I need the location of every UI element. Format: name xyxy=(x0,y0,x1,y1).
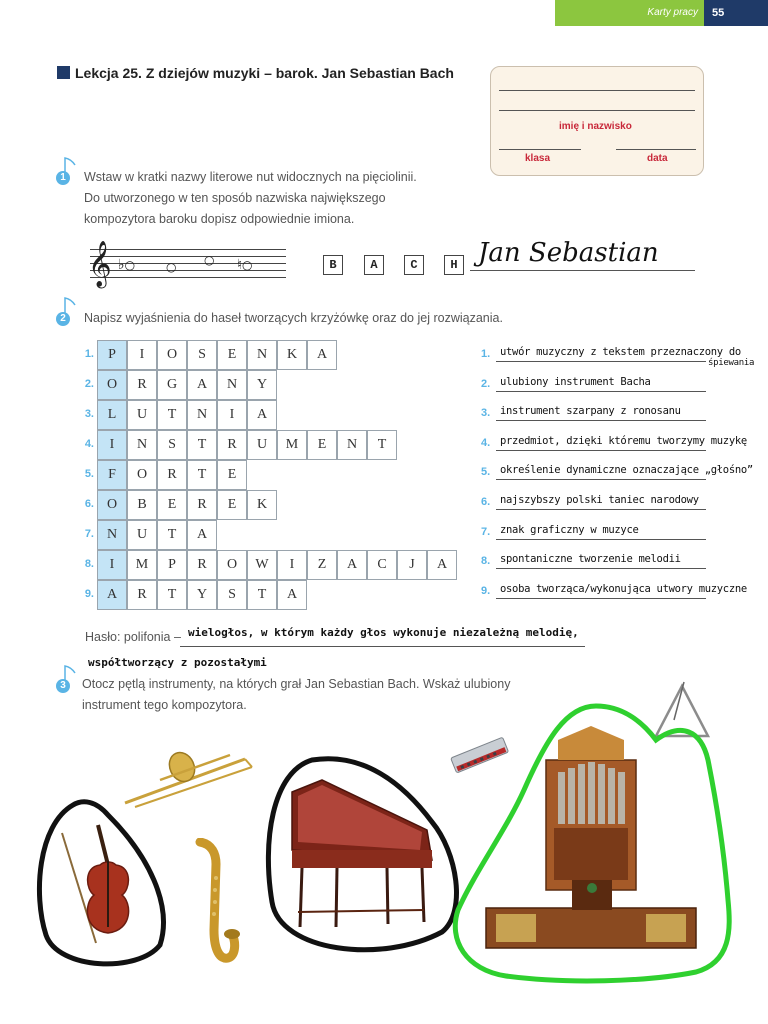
definition-number: 8. xyxy=(481,555,491,568)
letter-box-4[interactable]: H xyxy=(444,255,464,275)
crossword-cell[interactable]: C xyxy=(367,550,397,580)
crossword-row-number: 8. xyxy=(84,558,94,570)
crossword-cell[interactable]: I xyxy=(127,340,157,370)
crossword-cell[interactable]: R xyxy=(187,550,217,580)
crossword-cell[interactable]: M xyxy=(277,430,307,460)
definition-answer: utwór muzyczny z tekstem przeznaczony do xyxy=(500,346,741,358)
treble-clef-icon: 𝄞 xyxy=(88,241,112,287)
crossword-cell[interactable]: T xyxy=(157,400,187,430)
crossword-cell[interactable]: A xyxy=(247,400,277,430)
date-line[interactable] xyxy=(616,149,696,150)
crossword-cell[interactable]: T xyxy=(367,430,397,460)
crossword-cell[interactable]: Y xyxy=(247,370,277,400)
crossword-cell[interactable]: U xyxy=(127,400,157,430)
crossword-cell[interactable]: R xyxy=(127,370,157,400)
date-label: data xyxy=(647,153,668,164)
crossword-key-cell[interactable]: F xyxy=(97,460,127,490)
crossword-cell[interactable]: N xyxy=(217,370,247,400)
crossword-cell[interactable]: B xyxy=(127,490,157,520)
definition-line[interactable] xyxy=(496,450,706,451)
definition-number: 4. xyxy=(481,436,491,449)
crossword-cell[interactable]: E xyxy=(307,430,337,460)
exercise-1-line-2: Do utworzonego w ten sposób nazwiska największego xyxy=(84,191,386,205)
crossword-cell[interactable]: S xyxy=(187,340,217,370)
definition-answer: instrument szarpany z ronosanu xyxy=(500,405,681,418)
crossword-cell[interactable]: R xyxy=(127,580,157,610)
definition-answer: osoba tworząca/wykonująca utwory muzyczne xyxy=(500,582,747,595)
music-note-icon xyxy=(63,296,77,314)
letter-box-1[interactable]: B xyxy=(323,255,343,275)
crossword-key-cell[interactable]: L xyxy=(97,400,127,430)
crossword-cell[interactable]: O xyxy=(127,460,157,490)
crossword-cell[interactable]: T xyxy=(187,460,217,490)
haslo-answer-1: wielogłos, w którym każdy głos wykonuje niezależną melodię, xyxy=(188,626,579,639)
crossword-cell[interactable]: J xyxy=(397,550,427,580)
crossword-cell[interactable]: I xyxy=(217,400,247,430)
definition-answer: określenie dynamiczne oznaczające „głośno” xyxy=(500,464,753,477)
crossword-key-cell[interactable]: O xyxy=(97,490,127,520)
definition-answer: przedmiot, dzięki któremu tworzymy muzykę xyxy=(500,434,747,447)
saxophone-icon[interactable] xyxy=(190,838,242,968)
definition-line[interactable] xyxy=(496,509,706,510)
letter-box-3[interactable]: C xyxy=(404,255,424,275)
crossword-key-cell[interactable]: A xyxy=(97,580,127,610)
exercise-1-text xyxy=(84,167,417,230)
name-label: imię i nazwisko xyxy=(559,121,632,132)
letter-box-2[interactable]: A xyxy=(364,255,384,275)
definition-line[interactable] xyxy=(496,598,706,599)
crossword-row-number: 5. xyxy=(84,468,94,480)
crossword-key-cell[interactable]: O xyxy=(97,370,127,400)
crossword-cell[interactable]: S xyxy=(217,580,247,610)
crossword-cell[interactable]: R xyxy=(157,460,187,490)
crossword-cell[interactable]: U xyxy=(127,520,157,550)
lesson-marker xyxy=(57,66,70,79)
crossword-cell[interactable]: O xyxy=(157,340,187,370)
definition-answer: ulubiony instrument Bacha xyxy=(500,375,651,388)
crossword-cell[interactable]: Y xyxy=(187,580,217,610)
exercise-3-badge: 3 xyxy=(56,679,70,693)
crossword-cell[interactable]: K xyxy=(247,490,277,520)
crossword-cell[interactable]: Z xyxy=(307,550,337,580)
crossword-key-cell[interactable]: P xyxy=(97,340,127,370)
crossword-cell[interactable]: S xyxy=(157,430,187,460)
definition-answer: znak graficzny w muzyce xyxy=(500,523,639,536)
definition-number: 2. xyxy=(481,377,491,390)
crossword-cell[interactable]: E xyxy=(217,490,247,520)
exercise-3-line-2: instrument tego kompozytora. xyxy=(82,698,247,712)
crossword-cell[interactable]: A xyxy=(187,520,217,550)
exercise-1-badge: 1 xyxy=(56,171,70,185)
haslo-line-1[interactable] xyxy=(180,646,585,647)
crossword-cell[interactable]: N xyxy=(247,340,277,370)
handwritten-first-names: Jan Sebastian xyxy=(478,238,659,268)
definition-number: 5. xyxy=(481,466,491,479)
crossword-row-number: 6. xyxy=(84,498,94,510)
crossword-cell[interactable]: A xyxy=(307,340,337,370)
haslo-answer-2: współtworzący z pozostałymi xyxy=(88,656,267,669)
header-band xyxy=(555,0,768,26)
crossword-cell[interactable]: O xyxy=(217,550,247,580)
exercise-3-line-1: Otocz pętlą instrumenty, na których grał Jan Sebastian Bach. Wskaż ulubiony xyxy=(82,677,511,691)
organ-icon[interactable] xyxy=(446,700,736,990)
crossword-cell[interactable]: W xyxy=(247,550,277,580)
crossword-key-cell[interactable]: I xyxy=(97,550,127,580)
definition-answer: spontaniczne tworzenie melodii xyxy=(500,553,681,566)
definition-number: 3. xyxy=(481,407,491,420)
violin-icon[interactable] xyxy=(28,795,173,975)
definition-line[interactable] xyxy=(496,479,706,480)
haslo-label: Hasło: polifonia – xyxy=(85,630,181,644)
crossword-cell[interactable]: T xyxy=(157,580,187,610)
crossword-cell[interactable]: A xyxy=(277,580,307,610)
crossword-key-cell[interactable]: I xyxy=(97,430,127,460)
crossword-key-cell[interactable]: N xyxy=(97,520,127,550)
crossword-cell[interactable]: T xyxy=(187,430,217,460)
crossword-row-number: 7. xyxy=(84,528,94,540)
crossword-cell[interactable]: M xyxy=(127,550,157,580)
crossword-cell[interactable]: T xyxy=(247,580,277,610)
name-line-1[interactable] xyxy=(499,90,695,91)
note-h: ♮○ xyxy=(237,257,253,273)
definition-answer: najszybszy polski taniec narodowy xyxy=(500,494,699,506)
crossword-row-number: 1. xyxy=(84,348,94,360)
crossword-cell[interactable]: R xyxy=(217,430,247,460)
crossword-cell[interactable]: I xyxy=(277,550,307,580)
crossword-cell[interactable]: T xyxy=(157,520,187,550)
exercise-1-line-1: Wstaw w kratki nazwy literowe nut widocznych na pięciolinii. xyxy=(84,170,417,184)
exercise-2-instruction: Napisz wyjaśnienia do haseł tworzących krzyżówkę oraz do jej rozwiązania. xyxy=(84,311,503,325)
crossword-cell[interactable]: A xyxy=(187,370,217,400)
definition-number: 6. xyxy=(481,496,491,508)
crossword-cell[interactable]: N xyxy=(187,400,217,430)
class-label: klasa xyxy=(525,153,551,164)
definition-line[interactable] xyxy=(496,420,706,421)
class-line[interactable] xyxy=(499,149,581,150)
definition-answer-continued: śpiewania xyxy=(708,358,755,368)
crossword-cell[interactable]: A xyxy=(337,550,367,580)
crossword-row-number: 3. xyxy=(84,408,94,420)
crossword-cell[interactable]: N xyxy=(337,430,367,460)
definition-number: 9. xyxy=(481,584,491,597)
lesson-title: Lekcja 25. Z dziejów muzyki – barok. Jan Sebastian Bach xyxy=(75,65,454,81)
name-box xyxy=(490,66,704,176)
crossword-cell[interactable]: R xyxy=(187,490,217,520)
note-b-flat: ♭○ xyxy=(118,257,136,273)
crossword-cell[interactable]: N xyxy=(127,430,157,460)
crossword-cell[interactable]: G xyxy=(157,370,187,400)
name-line-2[interactable] xyxy=(499,110,695,111)
page-number: 55 xyxy=(704,0,768,26)
definition-line[interactable] xyxy=(496,361,706,362)
definition-number: 7. xyxy=(481,525,491,538)
note-c: ○ xyxy=(204,253,215,267)
crossword-cell[interactable]: A xyxy=(427,550,457,580)
crossword-cell[interactable]: U xyxy=(247,430,277,460)
exercise-1-line-3: kompozytora baroku dopisz odpowiednie imiona. xyxy=(84,212,355,226)
definition-line[interactable] xyxy=(496,391,706,392)
crossword-cell[interactable]: P xyxy=(157,550,187,580)
crossword-cell[interactable]: E xyxy=(157,490,187,520)
section-label: Karty pracy xyxy=(647,7,698,18)
definition-number: 1. xyxy=(481,348,491,360)
definition-line[interactable] xyxy=(496,568,706,569)
crossword-row-number: 9. xyxy=(84,588,94,600)
crossword-cell[interactable]: E xyxy=(217,340,247,370)
crossword-cell[interactable]: K xyxy=(277,340,307,370)
crossword-row-number: 4. xyxy=(84,438,94,450)
note-a: ○ xyxy=(166,260,177,274)
exercise-2-badge: 2 xyxy=(56,312,70,326)
harpsichord-icon[interactable] xyxy=(262,752,462,967)
crossword-row-number: 2. xyxy=(84,378,94,390)
crossword-cell[interactable]: E xyxy=(217,460,247,490)
definition-line[interactable] xyxy=(496,539,706,540)
answer-line-1 xyxy=(470,270,695,271)
